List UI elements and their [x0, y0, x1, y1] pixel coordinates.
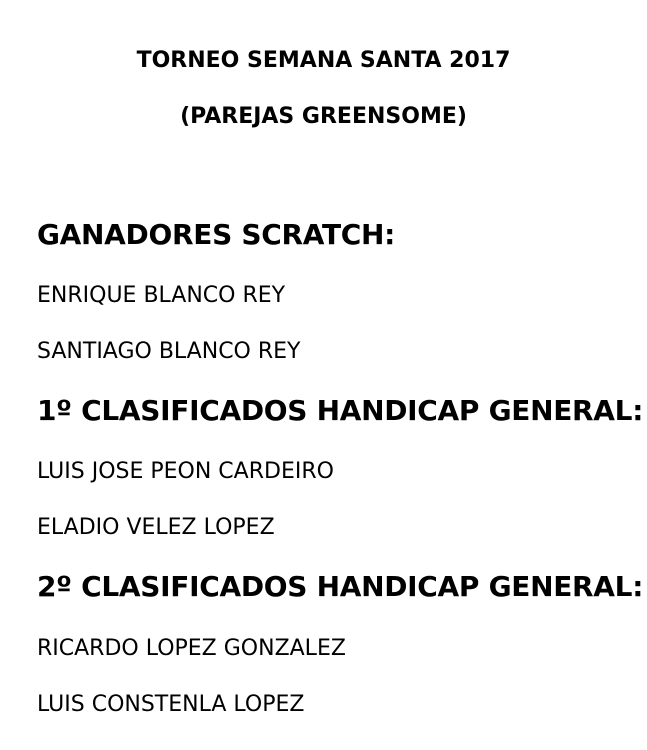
section-heading-second-handicap: 2º CLASIFICADOS HANDICAP GENERAL:: [37, 570, 644, 603]
second-place-name: RICARDO LOPEZ GONZALEZ: [37, 636, 346, 661]
document-title: TORNEO SEMANA SANTA 2017: [136, 48, 511, 73]
document-subtitle: (PAREJAS GREENSOME): [180, 104, 467, 129]
winner-name: ENRIQUE BLANCO REY: [37, 283, 286, 308]
section-heading-scratch-winners: GANADORES SCRATCH:: [37, 218, 396, 251]
winner-name: SANTIAGO BLANCO REY: [37, 339, 301, 364]
second-place-name: LUIS CONSTENLA LOPEZ: [37, 692, 305, 717]
first-place-name: ELADIO VELEZ LOPEZ: [37, 515, 275, 540]
first-place-name: LUIS JOSE PEON CARDEIRO: [37, 459, 334, 484]
section-heading-first-handicap: 1º CLASIFICADOS HANDICAP GENERAL:: [37, 394, 644, 427]
